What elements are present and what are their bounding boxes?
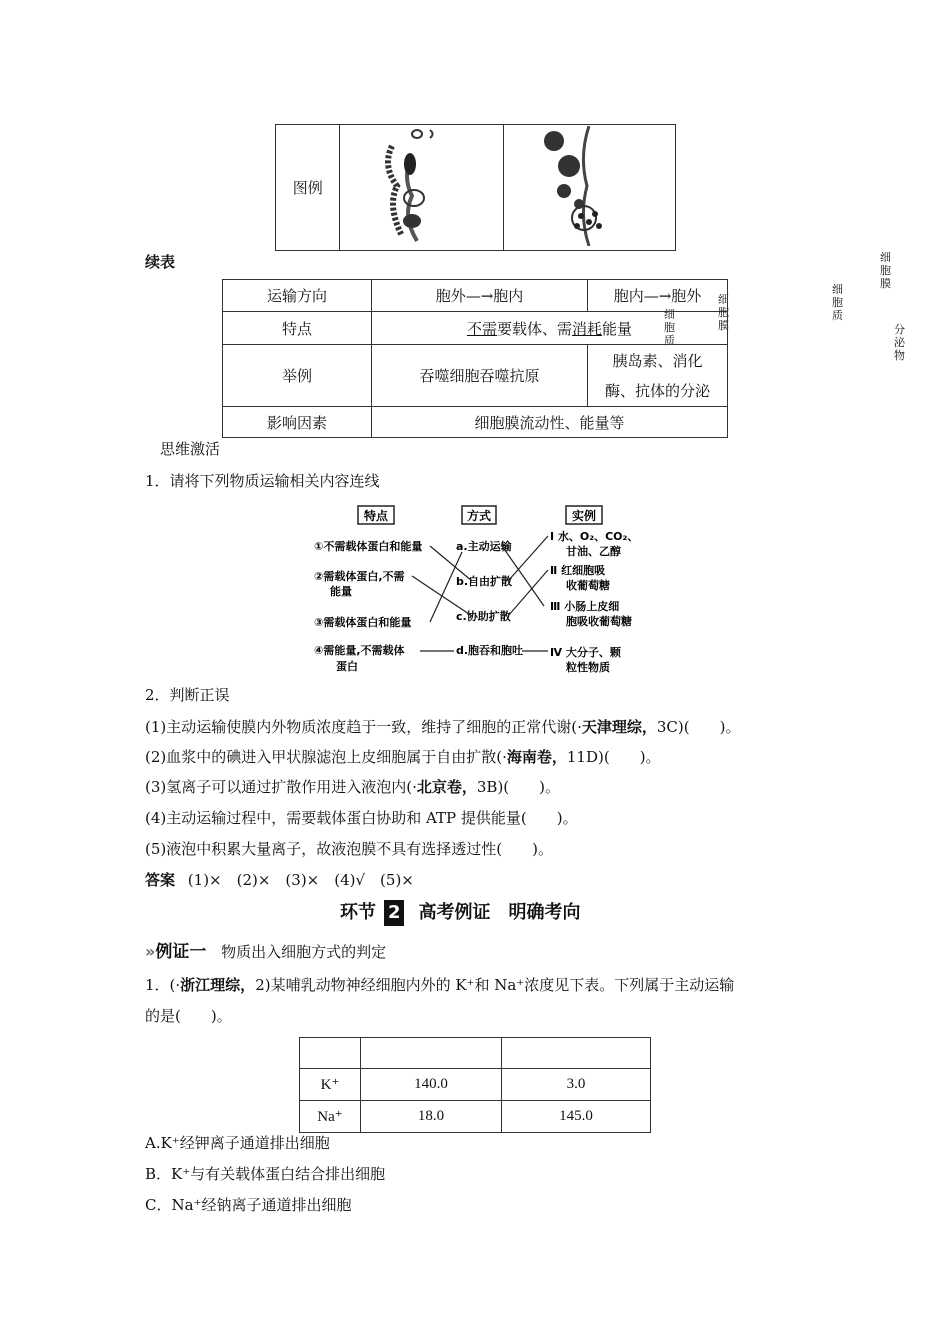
diag-feature-4b: 蛋白 [336, 660, 358, 673]
row-direction-head: 运输方向 [223, 280, 372, 312]
row-factor-value: 细胞膜流动性、能量等 [372, 407, 728, 438]
answer-text: (1)× (2)× (3)× (4)√ (5)× [187, 871, 414, 889]
example-question-line1 [145, 975, 734, 995]
diag-method-a: a.主动运输 [456, 540, 512, 553]
section-right: 高考例证 明确考向 [418, 902, 581, 923]
diag-header-method: 方式 [466, 509, 492, 523]
judgement-2-post: 11D)( )。 [566, 748, 661, 766]
judgement-3 [145, 777, 560, 797]
row-direction-c2: 胞内—→胞外 [588, 280, 728, 312]
ion-na-in: 18.0 [361, 1101, 502, 1133]
question-2: 2．判断正误 [145, 686, 230, 704]
feature-part-2: 要载体、需 [496, 319, 572, 338]
ex-q-post: 2)某哺乳动物神经细胞内外的 K⁺和 Na⁺浓度见下表。下列属于主动运输 [255, 976, 735, 994]
row-example-c1: 吞噬细胞吞噬抗原 [372, 345, 588, 407]
ion-head-outside [502, 1038, 651, 1069]
img1-label-cytoplasm: 细胞质 [664, 307, 675, 347]
diag-method-b: b.自由扩散 [456, 575, 513, 588]
img2-label-membrane: 细胞膜 [880, 250, 891, 290]
section-number-badge: 2 [384, 900, 404, 926]
ion-table [299, 1037, 651, 1133]
answer-label: 答案 [145, 871, 176, 889]
diag-example-3a: Ⅲ 小肠上皮细 [550, 600, 620, 613]
diag-method-c: c.协助扩散 [456, 610, 511, 623]
row-example-c2 [588, 345, 728, 407]
judgement-1-pre: (1)主动运输使膜内外物质浓度趋于一致，维持了细胞的正常代谢(· [145, 718, 582, 736]
diag-example-4b: 粒性物质 [566, 661, 610, 674]
judgement-3-post: 3B)( )。 [476, 778, 561, 796]
example-label: 例证一 [155, 942, 207, 962]
legend-label: 图例 [292, 179, 323, 197]
row-example-c2-line1: 胰岛素、消化 [612, 351, 703, 370]
diag-method-d: d.胞吞和胞吐 [456, 644, 524, 657]
diag-header-example: 实例 [571, 509, 597, 523]
diag-example-3b: 胞吸收葡萄糖 [566, 615, 632, 628]
ion-head-inside [361, 1038, 502, 1069]
row-example-c2-line2: 酶、抗体的分泌 [604, 381, 710, 400]
option-a: A.K⁺经钾离子通道排出细胞 [145, 1134, 330, 1152]
endocytosis-figure [372, 126, 472, 246]
judgement-4: (4)主动运输过程中，需要载体蛋白协助和 ATP 提供能量( )。 [145, 809, 578, 827]
example-heading [145, 941, 386, 963]
img2-label-secretion: 分泌物 [894, 322, 905, 362]
judgement-2-src: 海南卷， [506, 748, 567, 766]
matching-diagram [312, 502, 652, 678]
answer-line [145, 870, 414, 890]
legend-label-cell [276, 125, 340, 251]
diag-example-1a: Ⅰ 水、O₂、CO₂、 [550, 530, 639, 543]
section-left: 环节 [340, 902, 376, 923]
transport-table [222, 279, 728, 438]
diag-connectors [412, 536, 548, 651]
continued-label: 续表 [145, 253, 176, 271]
exocytosis-figure [529, 126, 649, 246]
option-c: C．Na⁺经钠离子通道排出细胞 [145, 1196, 352, 1214]
question-1: 1．请将下列物质运输相关内容连线 [145, 472, 380, 490]
double-chevron-icon: » [145, 942, 156, 961]
ex-q-src: 浙江理综， [180, 976, 256, 994]
ion-k-out: 3.0 [502, 1069, 651, 1101]
thinking-title: 思维激活 [160, 440, 221, 458]
row-feature-head: 特点 [223, 312, 372, 345]
row-direction-c1: 胞外—→胞内 [372, 280, 588, 312]
judgement-2 [145, 747, 661, 767]
ion-k-in: 140.0 [361, 1069, 502, 1101]
judgement-1-src: 天津理综， [581, 718, 657, 736]
judgement-3-src: 北京卷， [416, 778, 477, 796]
ion-k: K⁺ [300, 1069, 361, 1101]
diag-feature-2a: ②需载体蛋白,不需 [314, 570, 405, 583]
example-question-line2: 的是( )。 [145, 1007, 232, 1025]
img1-label-membrane: 细胞膜 [718, 292, 729, 332]
img2-label-cytoplasm: 细胞质 [832, 282, 843, 322]
diag-example-2a: Ⅱ 红细胞吸 [550, 564, 606, 577]
diag-feature-3: ③需载体蛋白和能量 [314, 616, 412, 629]
judgement-1 [145, 717, 740, 737]
ion-na-out: 145.0 [502, 1101, 651, 1133]
ion-na: Na⁺ [300, 1101, 361, 1133]
judgement-1-post: 3C)( )。 [656, 718, 741, 736]
diag-example-4a: Ⅳ 大分子、颗 [550, 646, 621, 659]
diag-header-feature: 特点 [363, 509, 389, 523]
diag-feature-2b: 能量 [330, 585, 352, 598]
row-example-head: 举例 [223, 345, 372, 407]
diag-feature-1: ①不需载体蛋白和能量 [314, 540, 423, 553]
diag-example-1b: 甘油、乙醇 [566, 545, 621, 558]
feature-part-4: 能量 [602, 319, 633, 338]
diag-example-2b: 收葡萄糖 [566, 579, 610, 592]
row-factor-head: 影响因素 [223, 407, 372, 438]
judgement-2-pre: (2)血浆中的碘进入甲状腺滤泡上皮细胞属于自由扩散(· [145, 748, 507, 766]
feature-part-3: 消耗 [572, 319, 603, 338]
example-title: 物质出入细胞方式的判定 [221, 943, 387, 961]
judgement-3-pre: (3)氢离子可以通过扩散作用进入液泡内(· [145, 778, 417, 796]
option-b: B．K⁺与有关载体蛋白结合排出细胞 [145, 1165, 386, 1183]
diag-feature-4a: ④需能量,不需载体 [314, 644, 405, 657]
section-heading [340, 900, 581, 926]
row-feature-value [372, 312, 728, 345]
ex-q-pre: 1．(· [145, 976, 181, 994]
ion-head-blank [300, 1038, 361, 1069]
judgement-5: (5)液泡中积累大量离子，故液泡膜不具有选择透过性( )。 [145, 840, 553, 858]
feature-part-1: 不需 [466, 319, 497, 338]
